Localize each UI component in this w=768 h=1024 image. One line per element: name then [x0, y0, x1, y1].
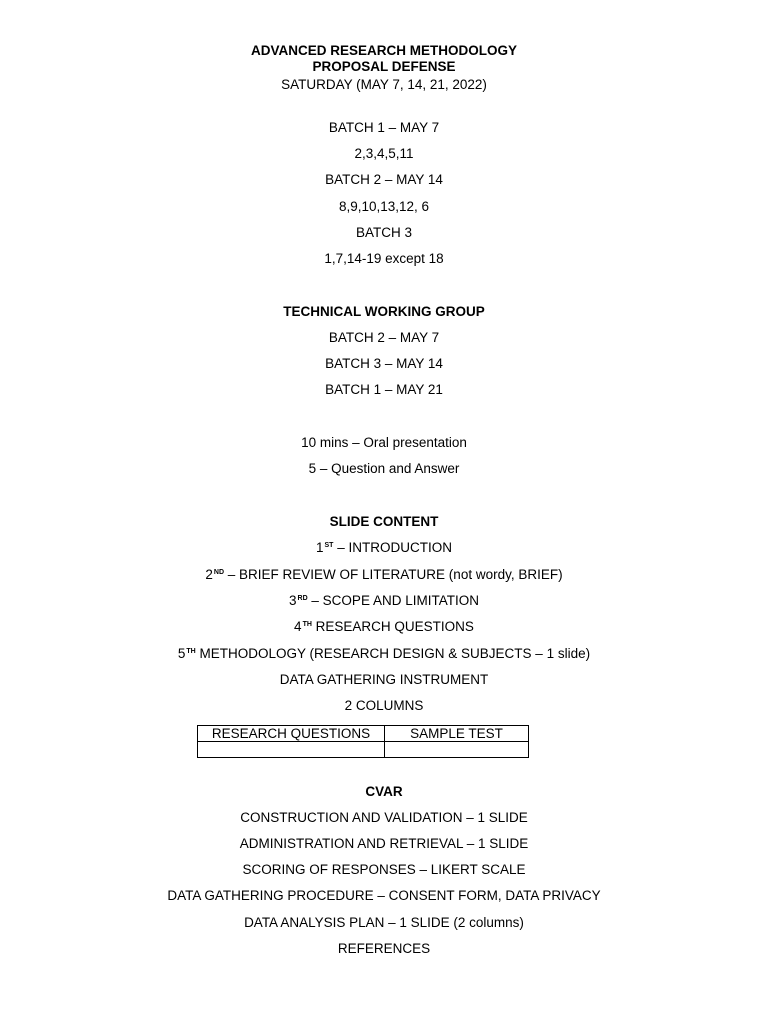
table-header-cell: RESEARCH QUESTIONS	[198, 726, 385, 742]
batch-groups: 2,3,4,5,11	[354, 146, 414, 161]
batch-groups: 8,9,10,13,12, 6	[338, 199, 430, 214]
ordinal-suffix: TH	[302, 621, 312, 628]
slide-item	[0, 567, 768, 583]
document-subtitle: PROPOSAL DEFENSE	[312, 59, 456, 74]
slide-item	[0, 646, 768, 662]
table-row	[198, 742, 529, 758]
slide-ordinal: 5	[177, 646, 186, 661]
slide-content-heading: SLIDE CONTENT	[329, 514, 439, 529]
slide-item-text: – INTRODUCTION	[333, 540, 452, 555]
cvar-item: DATA GATHERING PROCEDURE – CONSENT FORM, DATA PRIVACY	[167, 888, 601, 903]
oral-presentation-time: 10 mins – Oral presentation	[301, 435, 467, 450]
slide-ordinal: 1	[316, 540, 324, 555]
batch-label: BATCH 2 – MAY 14	[325, 172, 443, 187]
slide-item	[0, 540, 768, 556]
slide-item-text: – SCOPE AND LIMITATION	[307, 593, 479, 608]
slide-item-text: – BRIEF REVIEW OF LITERATURE (not wordy, BRIEF)	[224, 567, 563, 582]
batch-label: BATCH 1 – MAY 7	[328, 120, 440, 135]
cvar-item: REFERENCES	[337, 941, 431, 956]
cvar-item: ADMINISTRATION AND RETRIEVAL – 1 SLIDE	[239, 836, 529, 851]
batch-groups: 1,7,14-19 except 18	[324, 251, 444, 266]
cvar-item: DATA ANALYSIS PLAN – 1 SLIDE (2 columns)	[244, 915, 524, 930]
slide-ordinal: 3	[289, 593, 297, 608]
table-header-row	[198, 726, 529, 742]
slide-ordinal: 4	[294, 619, 302, 634]
schedule-dates: SATURDAY (MAY 7, 14, 21, 2022)	[281, 77, 487, 92]
twg-item: BATCH 1 – MAY 21	[325, 382, 443, 397]
ordinal-suffix: TH	[186, 648, 196, 655]
slide-item	[0, 593, 768, 609]
table-header-cell: SAMPLE TEST	[385, 726, 529, 742]
document-title: ADVANCED RESEARCH METHODOLOGY	[250, 43, 517, 58]
twg-item: BATCH 2 – MAY 7	[328, 330, 440, 345]
slide-item-text: RESEARCH QUESTIONS	[311, 619, 474, 634]
batch-label: BATCH 3	[355, 225, 412, 240]
cvar-item: SCORING OF RESPONSES – LIKERT SCALE	[242, 862, 526, 877]
twg-heading: TECHNICAL WORKING GROUP	[283, 304, 485, 319]
slide-item-text: METHODOLOGY (RESEARCH DESIGN & SUBJECTS – 1 slide)	[195, 646, 591, 661]
slide-item	[0, 619, 768, 635]
twg-item: BATCH 3 – MAY 14	[325, 356, 443, 371]
table-cell	[385, 742, 529, 758]
ordinal-suffix: ST	[324, 542, 334, 549]
data-gathering-instrument: DATA GATHERING INSTRUMENT	[279, 672, 489, 687]
table-cell	[198, 742, 385, 758]
research-questions-table	[197, 725, 529, 758]
cvar-item: CONSTRUCTION AND VALIDATION – 1 SLIDE	[240, 810, 528, 825]
ordinal-suffix: RD	[297, 595, 308, 602]
qa-time: 5 – Question and Answer	[308, 461, 460, 476]
columns-note: 2 COLUMNS	[344, 698, 424, 713]
slide-ordinal: 2	[205, 567, 213, 582]
cvar-heading: CVAR	[365, 784, 403, 799]
ordinal-suffix: ND	[213, 569, 225, 576]
